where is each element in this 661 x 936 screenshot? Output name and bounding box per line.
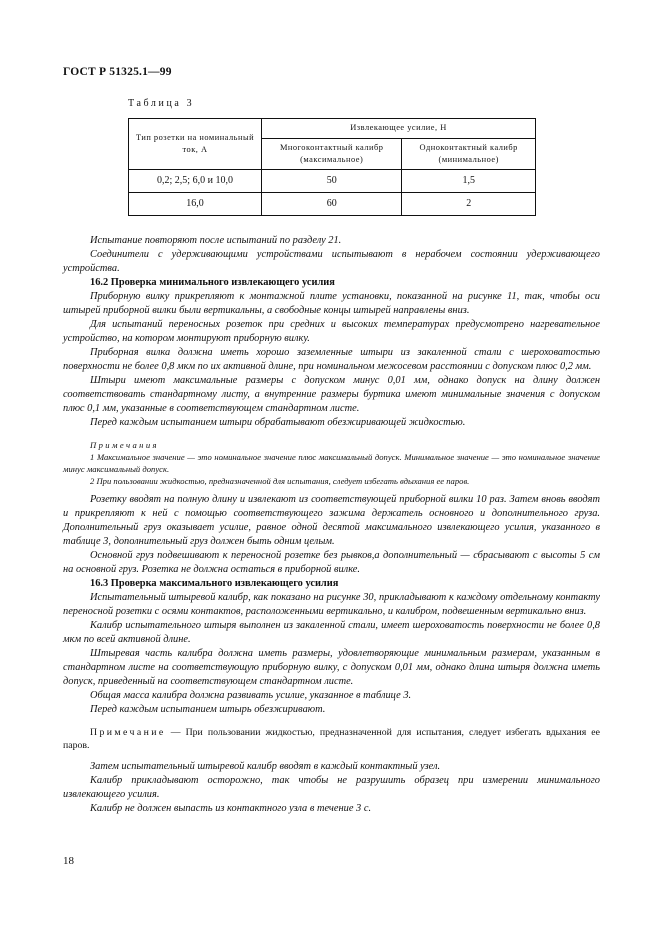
paragraph: Розетку вводят на полную длину и извлекают из соответствующей приборной вилки 10 раз. Затем вновь вводят и прикрепляют к ней с помощью соответствующего зажима держатель основного и дополнительного груза. Дополнительный груз оказывает усилие, равное одной десятой максимального извлекающего усилия, указанного в таблице 3, дополнительный груз должен быть одним целым. [63,494,600,547]
table-caption: Таблица 3 [128,98,195,109]
table-header-extraction-force: Извлекающее усилие, Н [262,119,536,139]
table-header-socket-type: Тип розетки на номинальный ток, А [129,119,262,170]
paragraph: Приборная вилка должна иметь хорошо заземленные штыри из закаленной стали с шероховатостью поверхности не более 0,8 мкм по их активной длине, при номинальном межосевом расстоянии с допуском плюс 0,2 мм. [63,347,600,372]
paragraph: Испытание повторяют после испытаний по разделу 21. [90,235,342,246]
paragraph: Соединители с удерживающими устройствами испытывают в нерабочем состоянии удерживающего устройства. [63,249,600,274]
note-item: 1 Максимальное значение — это номинальное значение плюс максимальный допуск. Минимальное значение — это номинальное значение минус максимальный допуск. [63,452,600,474]
page-number: 18 [63,855,74,867]
notes-heading: Примечания [90,440,159,450]
paragraph: Штыри имеют максимальные размеры с допуском минус 0,01 мм, однако допуск на длину должен соответствовать стандартному листу, а внутренние размеры буртика имеют минимальные значения с допуском плюс 0,1 мм, указанные в соответствующем стандартном листе. [63,375,600,414]
paragraph: Калибр прикладывают осторожно, так чтобы не разрушить образец при измерении минимального извлекающего усилия. [63,775,600,800]
paragraph: Общая масса калибра должна развивать усилие, указанное в таблице 3. [90,690,412,701]
paragraph: Испытательный штыревой калибр, как показано на рисунке 30, прикладывают к каждому отдельному контакту переносной розетки с осями контактов, расположенными вертикально, и калибром, подвешенным вертикально вниз. [63,592,600,617]
paragraph: Перед каждым испытанием штырь обезжиривают. [90,704,326,715]
note-text: — При пользовании жидкостью, предназначенной для испытания, следует избегать вдыхания ее паров. [63,727,601,751]
paragraph: Затем испытательный штыревой калибр вводят в каждый контактный узел. [90,761,441,772]
document-header: ГОСТ Р 51325.1—99 [63,66,172,78]
paragraph: Основной груз подвешивают к переносной розетке без рывков,а дополнительный — сбрасывают с высоты 5 см на основной груз. Розетка не должна остаться в приборной вилке. [63,550,600,575]
paragraph: Штыревая часть калибра должна иметь размеры, удовлетворяющие минимальным размерам, указанным в стандартном листе на соответствующую приборную вилку, с допуском 0,01 мм, однако длина штыря должна иметь допуск, приведенный на соответствующем стандартном листе. [63,648,600,687]
table-cell: 60 [262,193,402,216]
table-cell: 1,5 [402,170,536,193]
paragraph: Для испытаний переносных розеток при средних и высоких температурах предусмотрено нагревательное устройство, на котором монтируют приборную вилку. [63,319,600,344]
table-row [129,193,536,216]
section-heading-16-2: 16.2 Проверка минимального извлекающего усилия [90,277,335,288]
paragraph: Приборную вилку прикрепляют к монтажной плите установки, показанной на рисунке 11, так, чтобы оси штырей приборной вилки были вертикальны, а свободные концы штырей направлены вниз. [63,291,600,316]
paragraph: Калибр испытательного штыря выполнен из закаленной стали, имеет шероховатость поверхности не более 0,8 мкм по всей активной длине. [63,620,600,645]
paragraph: Перед каждым испытанием штыри обрабатывают обезжиривающей жидкостью. [90,417,466,428]
table-cell: 16,0 [129,193,262,216]
section-heading-16-3: 16.3 Проверка максимального извлекающего усилия [90,578,339,589]
document-body [63,234,600,816]
paragraph: Калибр не должен выпасть из контактного узла в течение 3 с. [90,803,372,814]
note-item: 2 При пользовании жидкостью, предназначенной для испытания, следует избегать вдыхания ее паров. [90,476,470,486]
note-upright [63,726,600,752]
table-cell: 50 [262,170,402,193]
table-row [129,170,536,193]
table-cell: 2 [402,193,536,216]
table-header-multi-gauge: Многоконтактный калибр (максимальное) [262,139,402,170]
table-header-single-gauge: Одноконтактный калибр (минимальное) [402,139,536,170]
table-3 [128,118,536,216]
note-label: Примечание [90,727,166,738]
table-cell: 0,2; 2,5; 6,0 и 10,0 [129,170,262,193]
